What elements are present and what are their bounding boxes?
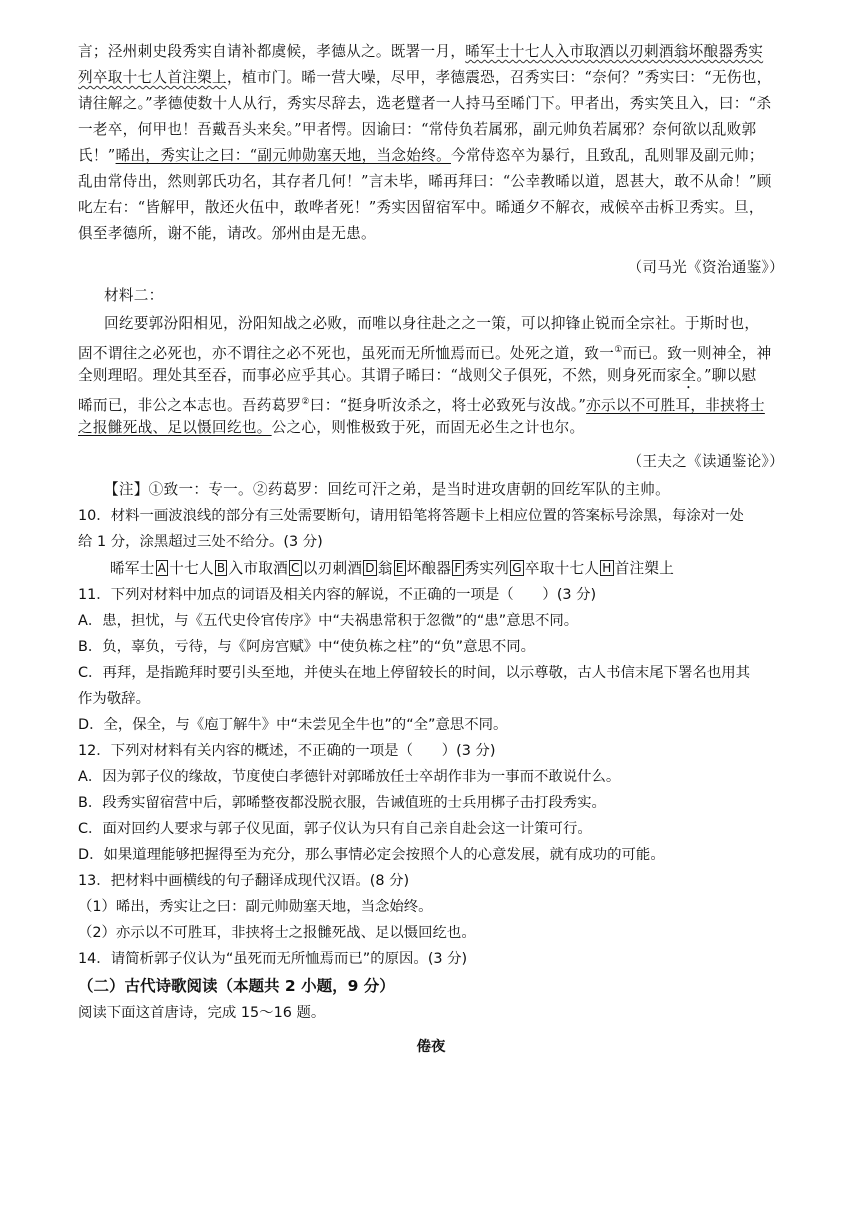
break-option-f[interactable]: F bbox=[454, 561, 462, 575]
text-span: 固不谓往之必死也，亦不谓往之必不死也，虽死而无所恤焉而已。处死之道，致一 bbox=[78, 344, 615, 362]
q12-option-a[interactable]: A．因为郭子仪的缘故，节度使白孝德针对郭晞放任士卒胡作非为一事而不敢说什么。 bbox=[78, 769, 621, 785]
material-two-line-3 bbox=[78, 366, 784, 392]
q11-option-c-line-2: 作为敬辞。 bbox=[78, 691, 150, 707]
q13-stem: 13．把材料中画横线的句子翻译成现代汉语。(8 分) bbox=[78, 873, 410, 889]
underlined-sentence: 亦示以不可胜耳，非挟将士 bbox=[586, 396, 765, 414]
material-one-line-5 bbox=[78, 146, 784, 166]
text-span: 公之心，则惟极致于死，而固无必生之计也尔。 bbox=[271, 419, 585, 436]
q11-option-d[interactable]: D．全，保全，与《庖丁解牛》中“未尝见全牛也”的“全”意思不同。 bbox=[78, 717, 508, 733]
break-option-d[interactable]: D bbox=[365, 561, 375, 575]
material-two-line-5 bbox=[78, 418, 784, 438]
break-option-b[interactable]: B bbox=[216, 561, 226, 575]
text-span: 今常侍恣卒为暴行，且致乱，乱则罪及副元帅； bbox=[451, 147, 764, 164]
wavy-underlined-text: 列卒取十七人首注槊上 bbox=[78, 69, 227, 86]
material-two-heading: 材料二： bbox=[104, 287, 164, 304]
text-span: 全则理昭。理处其至吞，而事必应乎其心。其谓子晞曰：“战则父子俱死，不然，则身死而家 bbox=[78, 367, 682, 384]
footnote-marker: ② bbox=[301, 397, 310, 407]
text-span: ，植市门。晞一营大噪，尽甲，孝德震恐，召秀实曰：“奈何？”秀实曰：“无伤也， bbox=[226, 69, 772, 86]
section-two-title: （二）古代诗歌阅读（本题共 2 小题，9 分） bbox=[78, 977, 395, 995]
segment: 秀实列 bbox=[464, 560, 510, 577]
segment: 首注槊上 bbox=[614, 560, 675, 577]
q11-option-c-line-1[interactable]: C．再拜，是指跪拜时要引头至地，并使头在地上停留较长的时间，以示尊敬，古人书信末尾下署名也用其 bbox=[78, 665, 751, 681]
q11-option-a[interactable]: A．患，担忧，与《五代史伶官传序》中“夫祸患常积于忽微”的“患”意思不同。 bbox=[78, 613, 579, 629]
text-span: 言；泾州刺史段秀实自请补都虞候，孝德从之。既署一月， bbox=[78, 43, 466, 60]
break-option-a[interactable]: A bbox=[157, 561, 167, 575]
footnote: 【注】①致一：专一。②药葛罗：回纥可汗之弟，是当时进攻唐朝的回纥军队的主帅。 bbox=[104, 481, 670, 498]
text-span: 氏！” bbox=[78, 147, 116, 164]
poem-title: 倦夜 bbox=[416, 1039, 446, 1055]
material-one-source: （司马光《资治通鉴》） bbox=[627, 259, 784, 276]
segment: 十七人 bbox=[169, 560, 214, 577]
break-option-c[interactable]: C bbox=[291, 561, 300, 575]
q11-option-b[interactable]: B．负，辜负，亏待，与《阿房宫赋》中“使负栋之柱”的“负”意思不同。 bbox=[78, 639, 536, 655]
material-one-line-2 bbox=[78, 68, 784, 88]
section-two-intro: 阅读下面这首唐诗，完成 15～16 题。 bbox=[78, 1005, 326, 1021]
q10-segmented-sentence bbox=[110, 559, 784, 579]
underlined-sentence: 晞出，秀实让之曰：“副元帅勋塞天地，当念始终。 bbox=[115, 147, 451, 164]
q13-sentence-1: （1）晞出，秀实让之曰：副元帅勋塞天地，当念始终。 bbox=[78, 899, 433, 915]
material-two-source: （王夫之《读通鉴论》） bbox=[627, 453, 784, 470]
q11-stem: 11．下列对材料中加点的词语及相关内容的解说，不正确的一项是（ ）(3 分) bbox=[78, 587, 597, 603]
q13-sentence-2: （2）亦示以不可胜耳，非挟将士之报雠死战、足以慑回纥也。 bbox=[78, 925, 476, 941]
text-span: 晞而已，非公之本志也。吾药葛罗 bbox=[78, 396, 302, 414]
material-one-line-1 bbox=[78, 42, 784, 62]
q12-option-c[interactable]: C．面对回约人要求与郭子仪见面，郭子仪认为只有自己亲自赴会这一计策可行。 bbox=[78, 821, 592, 837]
segment: 入市取酒 bbox=[228, 560, 289, 577]
q12-stem: 12．下列对材料有关内容的概述，不正确的一项是（ ）(3 分) bbox=[78, 743, 496, 759]
break-option-g[interactable]: G bbox=[512, 561, 522, 575]
q10-stem-line-1: 10．材料一画波浪线的部分有三处需要断句，请用铅笔将答题卡上相应位置的答案标号涂黑，每涂对一处 bbox=[78, 508, 744, 524]
material-two-line-2 bbox=[78, 340, 784, 364]
text-span: 而已。致一则神全，神 bbox=[622, 344, 772, 362]
segment: 坏酿器 bbox=[406, 560, 452, 577]
q12-option-d[interactable]: D．如果道理能够把握得至为充分，那么事情必定会按照个人的心意发展，就有成功的可能。 bbox=[78, 847, 665, 863]
break-option-h[interactable]: H bbox=[602, 561, 612, 575]
segment: 以刃刺酒 bbox=[302, 560, 363, 577]
wavy-underlined-text: 晞军士十七人入市取酒以刃刺酒翁坏酿器秀实 bbox=[465, 43, 764, 60]
material-one-line-4: 一老卒，何甲也！吾戴吾头来矣。”甲者愕。因谕曰：“常侍负若属邪，副元帅负若属邪？奈何欲以乱败郭 bbox=[78, 121, 757, 138]
text-span: 曰：“挺身听汝杀之，将士必致死与汝战。” bbox=[309, 396, 587, 414]
dotted-word: 全 bbox=[681, 367, 697, 384]
q10-stem-line-2: 给 1 分，涂黑超过三处不给分。(3 分) bbox=[78, 534, 323, 550]
material-two-line-4 bbox=[78, 392, 784, 416]
material-one-line-3: 请往解之。”孝德使数十人从行，秀实尽辞去，选老躄者一人持马至晞门下。甲者出，秀实笑且入，曰：“杀 bbox=[78, 95, 772, 112]
q12-option-b[interactable]: B．段秀实留宿营中后，郭晞整夜都没脱衣服，告诫值班的士兵用梆子击打段秀实。 bbox=[78, 795, 606, 811]
underlined-sentence: 之报雠死战、足以慑回纥也。 bbox=[78, 419, 272, 436]
break-option-e[interactable]: E bbox=[395, 561, 404, 575]
material-one-line-6: 乱由常侍出，然则郭氏功名，其存者几何！”言未毕，晞再拜曰：“公幸教晞以道，恩甚大，敢不从命！”顾 bbox=[78, 173, 772, 190]
material-two-line-1: 回纥要郭汾阳相见，汾阳知战之必败，而唯以身往赴之之一策，可以抑锋止锐而全宗社。于斯时也， bbox=[104, 315, 760, 332]
text-span: 。”聊以慰 bbox=[696, 367, 757, 384]
material-one-line-8: 俱至孝德所，谢不能，请改。邠州由是无患。 bbox=[78, 225, 376, 242]
segment: 卒取十七人 bbox=[524, 560, 600, 577]
segment: 晞军士 bbox=[110, 560, 155, 577]
segment: 翁 bbox=[377, 560, 393, 577]
footnote-marker: ① bbox=[614, 345, 623, 355]
q14-stem: 14．请简析郭子仪认为“虽死而无所恤焉而已”的原因。(3 分) bbox=[78, 951, 468, 967]
material-one-line-7: 叱左右：“皆解甲，散还火伍中，敢哗者死！”秀实因留宿军中。晞通夕不解衣，戒候卒击柝卫秀实。旦， bbox=[78, 199, 764, 216]
